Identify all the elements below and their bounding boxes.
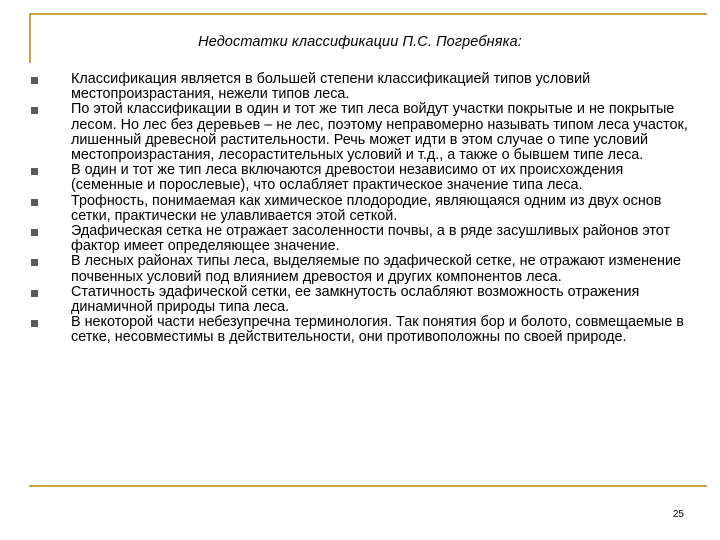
bullet-item: [30, 72, 690, 102]
bullet-item: [30, 194, 690, 224]
page-number: 25: [672, 509, 684, 520]
frame-top-line: [29, 13, 707, 15]
frame-bottom-line: [29, 485, 707, 487]
bullet-text: Эдафическая сетка не отражает засоленности почвы, а в ряде засушливых районов этот фактор имеет определяющее значение.: [71, 223, 671, 255]
bullet-text: По этой классификации в один и тот же тип леса войдут участки покрытые и не покрытые лесом. Но лес без деревьев – не лес, поэтому неправомерно называть типом леса участок, лишенный древесной растительности. Речь может идти в этом случае о типе условий местопроизрастания, лесорастительных условий и т.д., а также о бывшем типе леса.: [71, 101, 688, 164]
bullet-item: [30, 315, 690, 345]
bullet-text: Трофность, понимаемая как химическое плодородие, являющаяся одним из двух основ сетки, практически не улавливается этой сеткой.: [71, 192, 662, 224]
square-bullet-icon: [31, 77, 38, 84]
square-bullet-icon: [31, 229, 38, 236]
square-bullet-icon: [31, 107, 38, 114]
bullet-item: [30, 224, 690, 254]
slide-title: Недостатки классификации П.С. Погребняка:: [198, 34, 522, 50]
bullet-list: [30, 72, 690, 346]
bullet-item: [30, 254, 690, 284]
bullet-item: [30, 163, 690, 193]
square-bullet-icon: [31, 320, 38, 327]
bullet-item: [30, 102, 690, 163]
bullet-item: [30, 285, 690, 315]
square-bullet-icon: [31, 168, 38, 175]
square-bullet-icon: [31, 290, 38, 297]
bullet-text: В один и тот же тип леса включаются древостои независимо от их происхождения (семенные и порослевые), что ослабляет практическое значение типа леса.: [71, 162, 624, 194]
bullet-text: В лесных районах типы леса, выделяемые по эдафической сетке, не отражают изменение почвенных условий под влиянием древостоя и других компонентов леса.: [71, 253, 682, 285]
bullet-text: В некоторой части небезупречна терминология. Так понятия бор и болото, совмещаемые в сетке, несовместимы в действительности, они противоположны по своей природе.: [71, 314, 684, 346]
square-bullet-icon: [31, 259, 38, 266]
bullet-text: Классификация является в большей степени классификацией типов условий местопроизрастания, нежели типов леса.: [71, 71, 591, 103]
square-bullet-icon: [31, 199, 38, 206]
bullet-text: Статичность эдафической сетки, ее замкнутость ослабляют возможность отражения динамичной природы типа леса.: [71, 283, 640, 316]
